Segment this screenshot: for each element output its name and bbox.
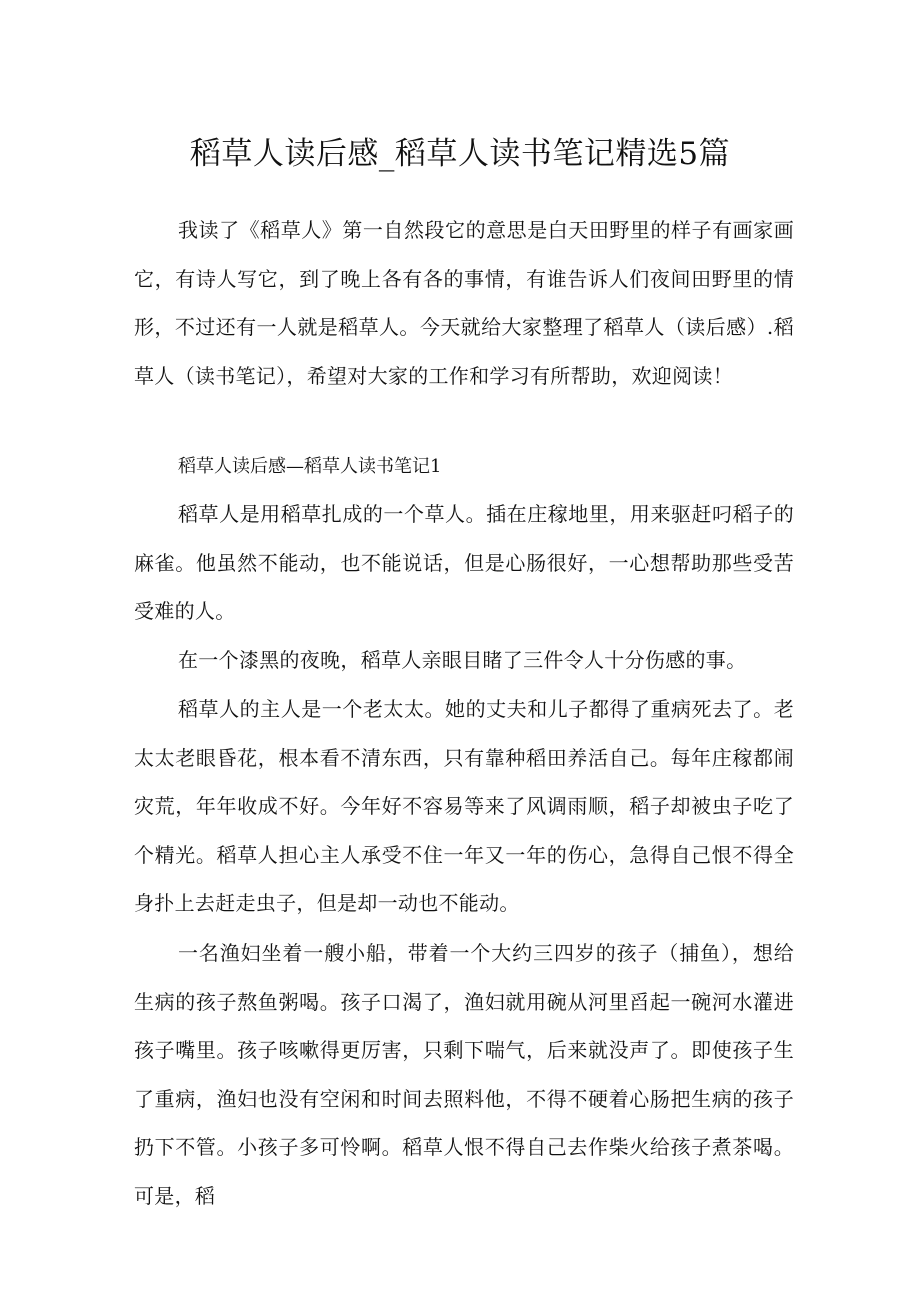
document-title: 稻草人读后感_稻草人读书笔记精选5篇 — [189, 136, 731, 172]
intro-paragraph: 我读了《稻草人》第一自然段它的意思是白天田野里的样子有画家画它，有诗人写它，到了晚上各有各的事情，有谁告诉人们夜间田野里的情形，不过还有一人就是稻草人。今天就给大家整理了稻草人（读后感）.稻草人（读书笔记），希望对大家的工作和学习有所帮助，欢迎阅读！ — [134, 218, 794, 388]
paragraph-1: 稻草人是用稻草扎成的一个草人。插在庄稼地里，用来驱赶叼稻子的麻雀。他虽然不能动，也不能说话，但是心肠很好，一心想帮助那些受苦受难的人。 — [134, 502, 794, 623]
paragraph-4: 一名渔妇坐着一艘小船，带着一个大约三四岁的孩子（捕鱼），想给生病的孩子熬鱼粥喝。孩子口渴了，渔妇就用碗从河里舀起一碗河水灌进孩子嘴里。孩子咳嗽得更厉害，只剩下喘气，后来就没声了。即使孩子生了重病，渔妇也没有空闲和时间去照料他，不得不硬着心肠把生病的孩子扔下不管。小孩子多可怜啊。稻草人恨不得自己去作柴火给孩子煮茶喝。可是，稻 — [134, 941, 794, 1208]
section-heading: 稻草人读后感—稻草人读书笔记1 — [178, 456, 442, 477]
paragraph-3: 稻草人的主人是一个老太太。她的丈夫和儿子都得了重病死去了。老太太老眼昏花，根本看不清东西，只有靠种稻田养活自己。每年庄稼都闹灾荒，年年收成不好。今年好不容易等来了风调雨顺，稻子却被虫子吃了个精光。稻草人担心主人承受不住一年又一年的伤心，急得自己恨不得全身扑上去赶走虫子，但是却一动也不能动。 — [134, 697, 794, 915]
paragraph-2: 在一个漆黑的夜晚，稻草人亲眼目睹了三件令人十分伤感的事。 — [178, 648, 747, 672]
